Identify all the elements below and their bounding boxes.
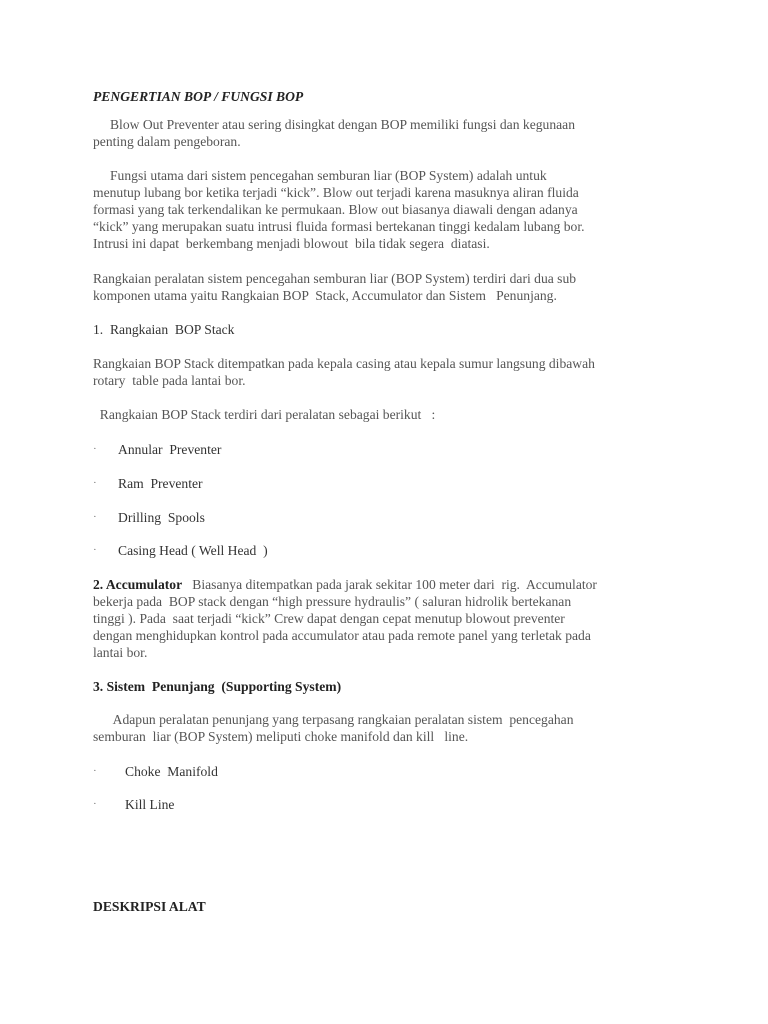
paragraph-line: Intrusi ini dapat berkembang menjadi blowout bila tidak segera diatasi.	[93, 236, 490, 251]
paragraph-line: formasi yang tak terkendalikan ke permukaan. Blow out biasanya diawali dengan adanya	[93, 202, 578, 217]
paragraph-line: tinggi ). Pada saat terjadi “kick” Crew dapat dengan cepat menutup blowout preventer	[93, 611, 565, 626]
section-heading-deskripsi-alat: DESKRIPSI ALAT	[93, 899, 206, 914]
list-item: Kill Line	[125, 797, 175, 812]
paragraph-line: “kick” yang merupakan suatu intrusi fluida formasi bertekanan tinggi kedalam lubang bor.	[93, 219, 585, 234]
bullet-icon: ·	[93, 765, 97, 777]
accumulator-paragraph	[93, 576, 597, 593]
section-heading-accumulator: 2. Accumulator	[93, 577, 183, 592]
document-title: PENGERTIAN BOP / FUNGSI BOP	[93, 89, 304, 104]
paragraph-line: Adapun peralatan penunjang yang terpasang rangkaian peralatan sistem pencegahan	[93, 712, 574, 727]
paragraph-line: menutup lubang bor ketika terjadi “kick”. Blow out terjadi karena masuknya aliran fluida	[93, 185, 579, 200]
list-item: Annular Preventer	[118, 442, 222, 457]
paragraph-line: Blow Out Preventer atau sering disingkat dengan BOP memiliki fungsi dan kegunaan	[93, 117, 575, 132]
bullet-icon: ·	[93, 477, 97, 489]
list-item: Casing Head ( Well Head )	[118, 543, 268, 558]
paragraph-line: bekerja pada BOP stack dengan “high pressure hydraulis” ( saluran hidrolik bertekanan	[93, 594, 572, 609]
paragraph-line: rotary table pada lantai bor.	[93, 373, 246, 388]
section-heading-bop-stack: 1. Rangkaian BOP Stack	[93, 322, 235, 337]
bullet-icon: ·	[93, 511, 97, 523]
paragraph-line: Fungsi utama dari sistem pencegahan semburan liar (BOP System) adalah untuk	[93, 168, 547, 183]
paragraph-line: Rangkaian BOP Stack ditempatkan pada kepala casing atau kepala sumur langsung dibawah	[93, 356, 595, 371]
list-item: Choke Manifold	[125, 764, 218, 779]
bullet-icon: ·	[93, 544, 97, 556]
paragraph-line: Rangkaian BOP Stack terdiri dari peralatan sebagai berikut :	[93, 407, 436, 422]
paragraph-line: dengan menghidupkan kontrol pada accumulator atau pada remote panel yang terletak pada	[93, 628, 591, 643]
list-item: Ram Preventer	[118, 476, 203, 491]
list-item: Drilling Spools	[118, 510, 205, 525]
paragraph-line: Rangkaian peralatan sistem pencegahan semburan liar (BOP System) terdiri dari dua sub	[93, 271, 577, 286]
paragraph-line: penting dalam pengeboran.	[93, 134, 241, 149]
paragraph-line: Biasanya ditempatkan pada jarak sekitar 100 meter dari rig. Accumulator	[182, 577, 597, 592]
bullet-icon: ·	[93, 798, 97, 810]
section-heading-supporting-system: 3. Sistem Penunjang (Supporting System)	[93, 679, 342, 694]
bullet-icon: ·	[93, 443, 97, 455]
paragraph-line: lantai bor.	[93, 645, 148, 660]
paragraph-line: komponen utama yaitu Rangkaian BOP Stack, Accumulator dan Sistem Penunjang.	[93, 288, 557, 303]
paragraph-line: semburan liar (BOP System) meliputi choke manifold dan kill line.	[93, 729, 469, 744]
